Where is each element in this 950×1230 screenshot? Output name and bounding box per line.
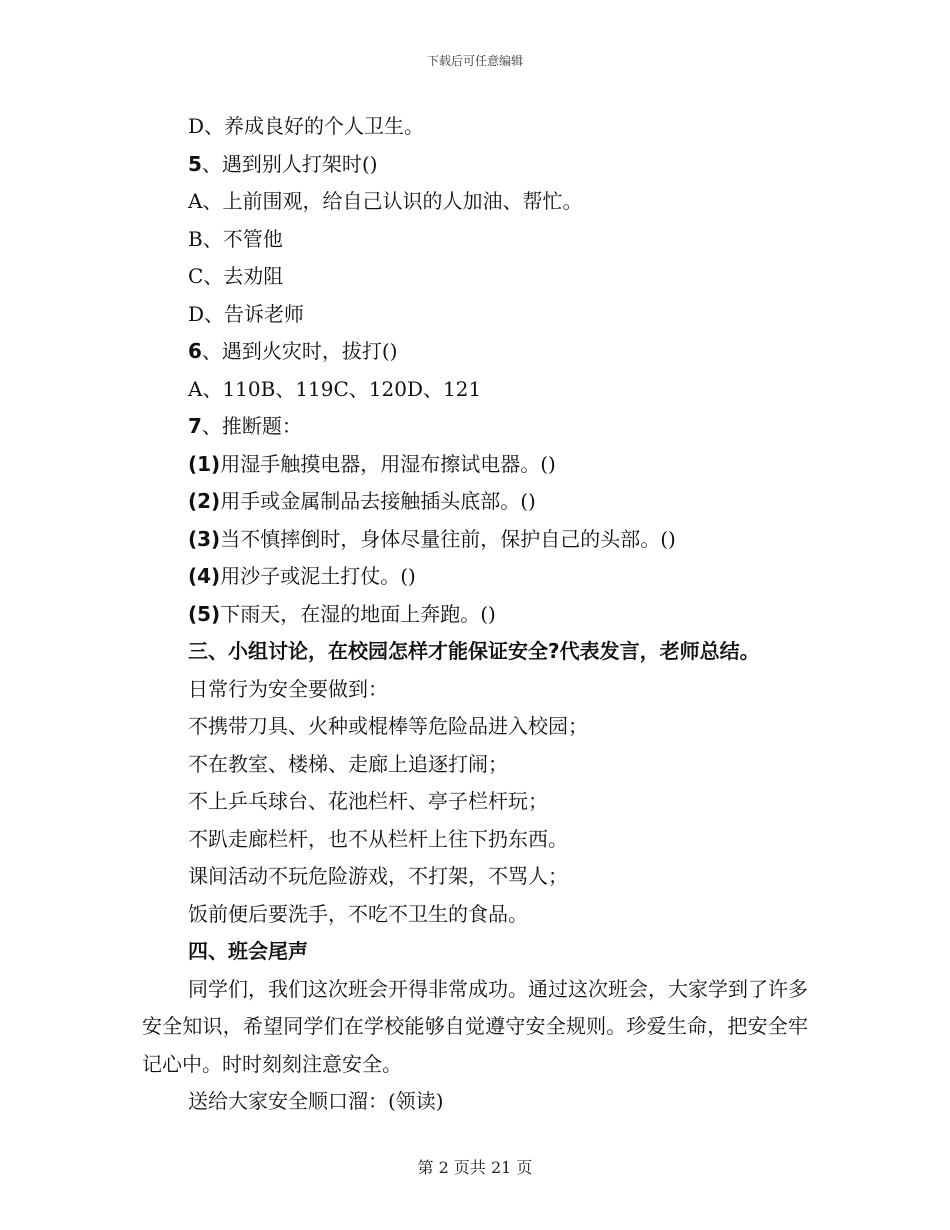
option-c: C、去劝阻 <box>188 264 284 288</box>
rule-item: 不趴走廊栏杆，也不从栏杆上往下扔东西。 <box>188 826 568 851</box>
item-text: 用湿手触摸电器，用湿布擦试电器。() <box>220 451 556 476</box>
item-number: (5) <box>188 601 221 626</box>
item-number: (2) <box>188 489 221 513</box>
document-body <box>142 108 808 1121</box>
rule-item: 不携带刀具、火种或棍棒等危险品进入校园； <box>188 714 588 738</box>
option-b: B、不管他 <box>188 226 283 251</box>
judgment-item-2 <box>142 483 808 521</box>
item-number: (3) <box>188 526 221 551</box>
page-header: 下载后可任意编辑 <box>426 54 523 68</box>
rule-item: 饭前便后要洗手，不吃不卫生的食品。 <box>188 901 528 926</box>
item-text: 用沙子或泥土打仗。() <box>220 564 416 588</box>
item-text: 当不慎摔倒时，身体尽量往前，保护自己的头部。() <box>220 526 676 551</box>
item-text: 用手或金属制品去接触插头底部。() <box>220 489 536 513</box>
question-text: 、推断题： <box>201 414 302 438</box>
question-6 <box>142 333 808 371</box>
question-number: 7 <box>188 414 202 438</box>
section-4-heading: 四、班会尾声 <box>188 939 308 963</box>
item-text: 下雨天，在湿的地面上奔跑。() <box>220 601 496 626</box>
jingle-intro: 送给大家安全顺口溜：(领读) <box>188 1089 444 1113</box>
question-number: 5 <box>188 151 202 176</box>
item-number: (1) <box>188 451 221 476</box>
question-text: 、遇到火灾时，拔打() <box>201 339 398 363</box>
judgment-item-4 <box>142 558 808 596</box>
judgment-item-5 <box>142 596 808 634</box>
page-footer: 第 2 页共 21 页 <box>417 1158 533 1177</box>
question-number: 6 <box>188 339 202 363</box>
closing-paragraph: 同学们，我们这次班会开得非常成功。通过这次班会，大家学到了许多安全知识，希望同学们在学校能够自觉遵守安全规则。珍爱生命，把安全牢记心中。时时刻刻注意安全。 <box>142 976 808 1076</box>
judgment-item-1 <box>142 446 808 484</box>
item-number: (4) <box>188 564 221 588</box>
question-5 <box>142 146 808 184</box>
option-d-hygiene: D、养成良好的个人卫生。 <box>188 114 425 138</box>
option-d: D、告诉老师 <box>188 301 305 326</box>
option-a: A、上前围观，给自己认识的人加油、帮忙。 <box>188 189 583 213</box>
rule-item: 课间活动不玩危险游戏，不打架，不骂人； <box>188 864 568 888</box>
question-7 <box>142 408 808 446</box>
judgment-item-3 <box>142 521 808 559</box>
section-3-heading: 三、小组讨论，在校园怎样才能保证安全?代表发言，老师总结。 <box>188 639 760 663</box>
question-6-options: A、110B、119C、120D、121 <box>188 376 482 401</box>
question-text: 、遇到别人打架时() <box>201 151 378 176</box>
rules-intro: 日常行为安全要做到： <box>188 676 388 701</box>
rule-item: 不上乒乓球台、花池栏杆、亭子栏杆玩； <box>188 789 548 813</box>
rule-item: 不在教室、楼梯、走廊上追逐打闹； <box>188 751 508 776</box>
